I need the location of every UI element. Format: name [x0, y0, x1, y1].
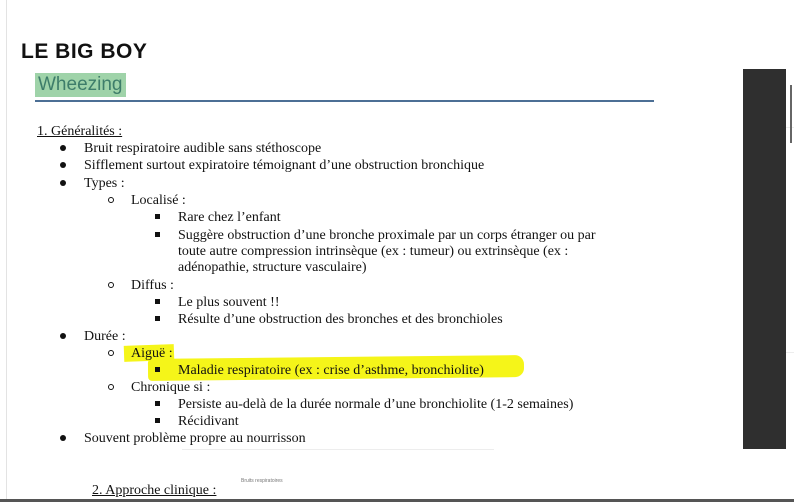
panel-scrollbar[interactable] — [790, 85, 792, 143]
list-item: Sifflement surtout expiratoire témoignant d’une obstruction bronchique — [84, 158, 485, 173]
bullet-dot — [60, 145, 66, 151]
bullet-circle — [108, 197, 114, 203]
bullet-dot — [60, 162, 66, 168]
list-item: Chronique si : — [131, 380, 211, 395]
bullet-square — [155, 401, 160, 406]
list-item: Résulte d’une obstruction des bronches et des bronchioles — [178, 312, 503, 327]
document-banner-title: LE BIG BOY — [21, 40, 148, 63]
bullet-square — [155, 232, 160, 237]
tiny-caption: Bruits respiratoires — [241, 478, 283, 484]
list-item: Persiste au-delà de la durée normale d’une bronchiolite (1-2 semaines) — [178, 397, 574, 412]
list-item: Types : — [84, 176, 125, 191]
bullet-square — [155, 316, 160, 321]
list-item-continuation: adénopathie, structure vasculaire) — [178, 260, 367, 275]
list-item: Bruit respiratoire audible sans stéthoscope — [84, 141, 322, 156]
list-item: Suggère obstruction d’une bronche proximale par un corps étranger ou par — [178, 228, 596, 243]
subsection-generalites: 1. Généralités : — [37, 124, 123, 139]
bullet-dot — [60, 333, 66, 339]
list-item: Récidivant — [178, 414, 239, 429]
list-item-continuation: toute autre compression intrinsèque (ex : tumeur) ou extrinsèque (ex : — [178, 244, 569, 259]
list-item-highlighted: Aiguë : — [131, 346, 173, 361]
list-item: Localisé : — [131, 193, 186, 208]
bullet-square — [155, 367, 160, 372]
bullet-circle — [108, 282, 114, 288]
bullet-circle — [108, 384, 114, 390]
list-item: Durée : — [84, 329, 126, 344]
heading-underline — [35, 100, 654, 102]
section-heading: Wheezing — [35, 73, 126, 97]
bullet-circle — [108, 350, 114, 356]
bullet-square — [155, 214, 160, 219]
overlay-dark-panel[interactable] — [743, 69, 786, 449]
bullet-dot — [60, 435, 66, 441]
bullet-square — [155, 299, 160, 304]
subsection-approche: 2. Approche clinique : — [92, 483, 217, 498]
list-item: Le plus souvent !! — [178, 295, 280, 310]
faint-divider — [182, 449, 494, 450]
list-item-highlighted: Maladie respiratoire (ex : crise d’asthme, bronchiolite) — [178, 363, 484, 378]
list-item: Diffus : — [131, 278, 174, 293]
list-item: Rare chez l’enfant — [178, 210, 281, 225]
bullet-square — [155, 418, 160, 423]
bullet-dot — [60, 180, 66, 186]
list-item: Souvent problème propre au nourrisson — [84, 431, 306, 446]
page-left-edge — [6, 0, 7, 502]
